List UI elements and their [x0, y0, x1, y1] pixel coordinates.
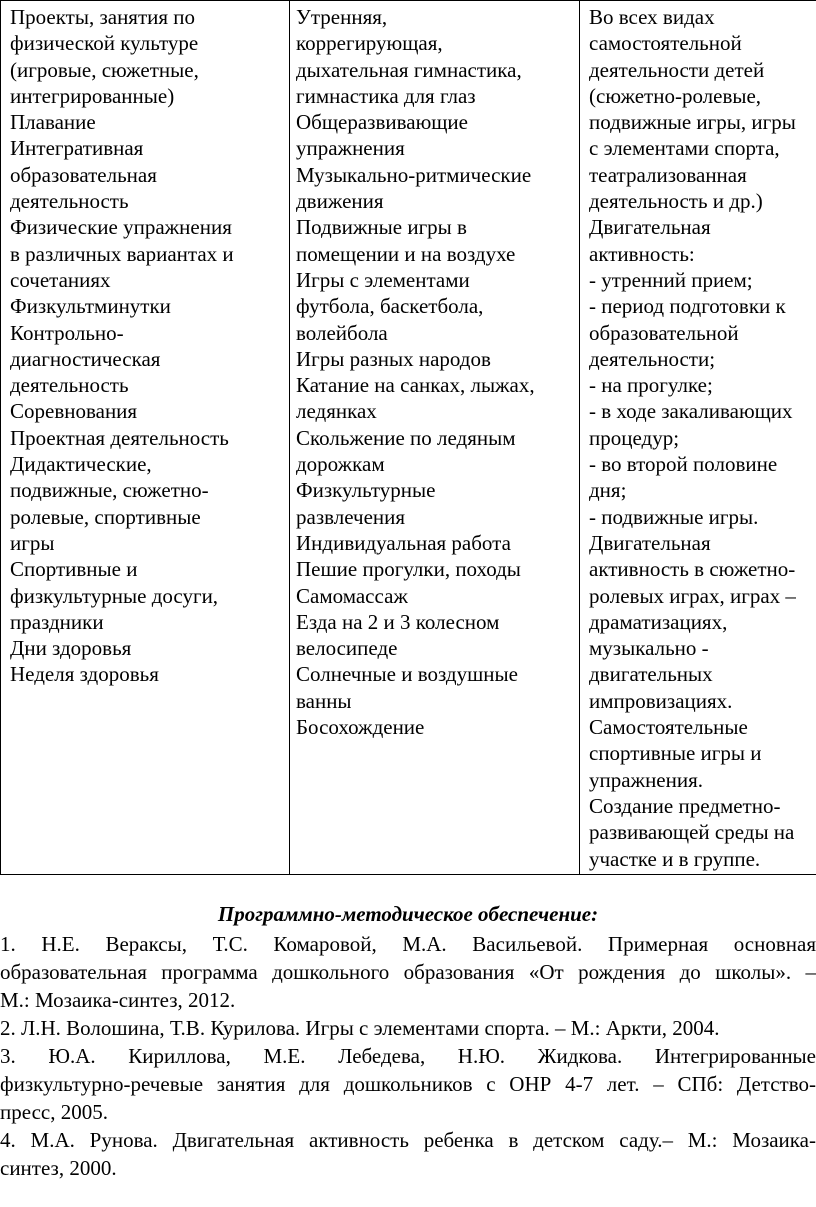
- cell-line: Физкультурные: [296, 478, 436, 503]
- cell-line: Физкультминутки: [10, 294, 171, 319]
- cell-line: деятельность: [10, 373, 129, 398]
- cell-line: ледянках: [296, 399, 377, 424]
- cell-line: Босохождение: [296, 715, 425, 740]
- cell-line: развивающей среды на: [589, 820, 795, 845]
- cell-line: участке и в группе.: [589, 846, 761, 871]
- cell-line: самостоятельной: [589, 31, 742, 56]
- cell-line: Интегративная: [10, 136, 144, 161]
- cell-line: Катание на санках, лыжах,: [296, 373, 535, 398]
- cell-line: праздники: [10, 609, 104, 634]
- cell-line: Утренняя,: [296, 5, 388, 29]
- reference-line: образовательная программа дошкольного образования «От рождения до школы». –: [0, 960, 816, 984]
- cell-content: [10, 1, 287, 688]
- cell-line: драматизациях,: [589, 609, 728, 634]
- cell-line: Подвижные игры в: [296, 215, 467, 240]
- cell-line: велосипеде: [296, 636, 398, 661]
- cell-line: Двигательная: [589, 215, 711, 240]
- cell-content: [589, 1, 816, 872]
- cell-line: физической культуре: [10, 31, 199, 56]
- cell-line: Индивидуальная работа: [296, 530, 511, 555]
- table-row: [1, 1, 816, 875]
- cell-line: Езда на 2 и 3 колесном: [296, 609, 500, 634]
- cell-line: Неделя здоровья: [10, 662, 159, 687]
- cell-line: Игры разных народов: [296, 346, 491, 371]
- cell-line: процедур;: [589, 425, 680, 450]
- cell-line: футбола, баскетбола,: [296, 294, 484, 319]
- cell-line: гимнастика для глаз: [296, 83, 476, 108]
- cell-line: ванны: [296, 688, 352, 713]
- cell-line: Проекты, занятия по: [10, 5, 196, 29]
- cell-line: спортивные игры и: [589, 741, 762, 766]
- cell-line: Во всех видах: [589, 5, 715, 29]
- cell-line: Плавание: [10, 110, 96, 135]
- reference-line: 2. Л.Н. Волошина, Т.В. Курилова. Игры с элементами спорта. – М.: Аркти, 2004.: [0, 1016, 720, 1040]
- cell-line: Скольжение по ледяным: [296, 425, 516, 450]
- cell-line: Солнечные и воздушные: [296, 662, 518, 687]
- column-forms-of-activity: [1, 1, 290, 875]
- cell-line: Общеразвивающие: [296, 110, 468, 135]
- cell-line: Двигательная: [589, 530, 711, 555]
- reference-line: физкультурно-речевые занятия для дошкольников с ОНР 4-7 лет. – СПб: Детство-: [0, 1072, 816, 1096]
- cell-line: развлечения: [296, 504, 406, 529]
- reference-line: пресс, 2005.: [0, 1100, 108, 1124]
- cell-line: Дидактические,: [10, 452, 152, 477]
- cell-line: подвижные, сюжетно-: [10, 478, 209, 503]
- cell-line: Игры с элементами: [296, 267, 470, 292]
- cell-line: Пешие прогулки, походы: [296, 557, 521, 582]
- cell-line: волейбола: [296, 320, 388, 345]
- cell-line: Спортивные и: [10, 557, 138, 582]
- cell-line: - подвижные игры.: [589, 504, 759, 529]
- cell-line: деятельность: [10, 189, 129, 214]
- cell-line: - во второй половине: [589, 452, 778, 477]
- cell-line: Музыкально-ритмические: [296, 162, 532, 187]
- column-physical-exercises: [290, 1, 580, 875]
- cell-line: Контрольно-: [10, 320, 124, 345]
- cell-line: движения: [296, 189, 384, 214]
- cell-line: упражнения: [296, 136, 405, 161]
- cell-line: импровизациях.: [589, 688, 733, 713]
- cell-line: - утренний прием;: [589, 267, 753, 292]
- cell-line: - на прогулке;: [589, 373, 713, 398]
- cell-line: сочетаниях: [10, 267, 111, 292]
- cell-line: Самостоятельные: [589, 715, 748, 740]
- cell-line: музыкально -: [589, 636, 709, 661]
- cell-line: - период подготовки к: [589, 294, 786, 319]
- cell-line: деятельности детей: [589, 57, 765, 82]
- cell-line: двигательных: [589, 662, 713, 687]
- cell-line: дыхательная гимнастика,: [296, 57, 522, 82]
- cell-line: Проектная деятельность: [10, 425, 229, 450]
- cell-line: образовательной: [589, 320, 739, 345]
- cell-line: Самомассаж: [296, 583, 408, 608]
- reference-line: 4. М.А. Рунова. Двигательная активность ребенка в детском саду.– М.: Мозаика-: [0, 1128, 816, 1152]
- cell-line: интегрированные): [10, 83, 175, 108]
- cell-line: помещении и на воздухе: [296, 241, 516, 266]
- cell-line: Дни здоровья: [10, 636, 132, 661]
- cell-line: деятельности;: [589, 346, 716, 371]
- cell-line: (игровые, сюжетные,: [10, 57, 199, 82]
- cell-line: коррегирующая,: [296, 31, 443, 56]
- cell-line: подвижные игры, игры: [589, 110, 796, 135]
- cell-line: Соревнования: [10, 399, 138, 424]
- cell-line: ролевых играх, играх –: [589, 583, 796, 608]
- methodical-support-section: [0, 900, 816, 1182]
- cell-line: игры: [10, 530, 55, 555]
- cell-line: диагностическая: [10, 346, 161, 371]
- reference-line: 3. Ю.А. Кириллова, М.Е. Лебедева, Н.Ю. Жидкова. Интегрированные: [0, 1044, 816, 1068]
- cell-line: Физические упражнения: [10, 215, 232, 240]
- cell-line: упражнения.: [589, 767, 704, 792]
- cell-line: активность:: [589, 241, 695, 266]
- cell-line: в различных вариантах и: [10, 241, 234, 266]
- reference-line: М.: Мозаика-синтез, 2012.: [0, 988, 236, 1012]
- column-independent-activity: [580, 1, 816, 875]
- cell-line: активность в сюжетно-: [589, 557, 796, 582]
- reference-line: синтез, 2000.: [0, 1156, 117, 1180]
- reference-line: 1. Н.Е. Вераксы, Т.С. Комаровой, М.А. Васильевой. Примерная основная: [0, 932, 816, 956]
- cell-content: [296, 1, 577, 740]
- cell-line: дня;: [589, 478, 627, 503]
- cell-line: дорожкам: [296, 452, 385, 477]
- section-title: Программно-методическое обеспечение:: [217, 902, 599, 926]
- cell-line: образовательная: [10, 162, 157, 187]
- cell-line: - в ходе закаливающих: [589, 399, 793, 424]
- cell-line: Создание предметно-: [589, 793, 781, 818]
- cell-line: физкультурные досуги,: [10, 583, 219, 608]
- cell-line: ролевые, спортивные: [10, 504, 201, 529]
- cell-line: (сюжетно-ролевые,: [589, 83, 762, 108]
- cell-line: театрализованная: [589, 162, 747, 187]
- cell-line: с элементами спорта,: [589, 136, 780, 161]
- cell-line: деятельность и др.): [589, 189, 763, 214]
